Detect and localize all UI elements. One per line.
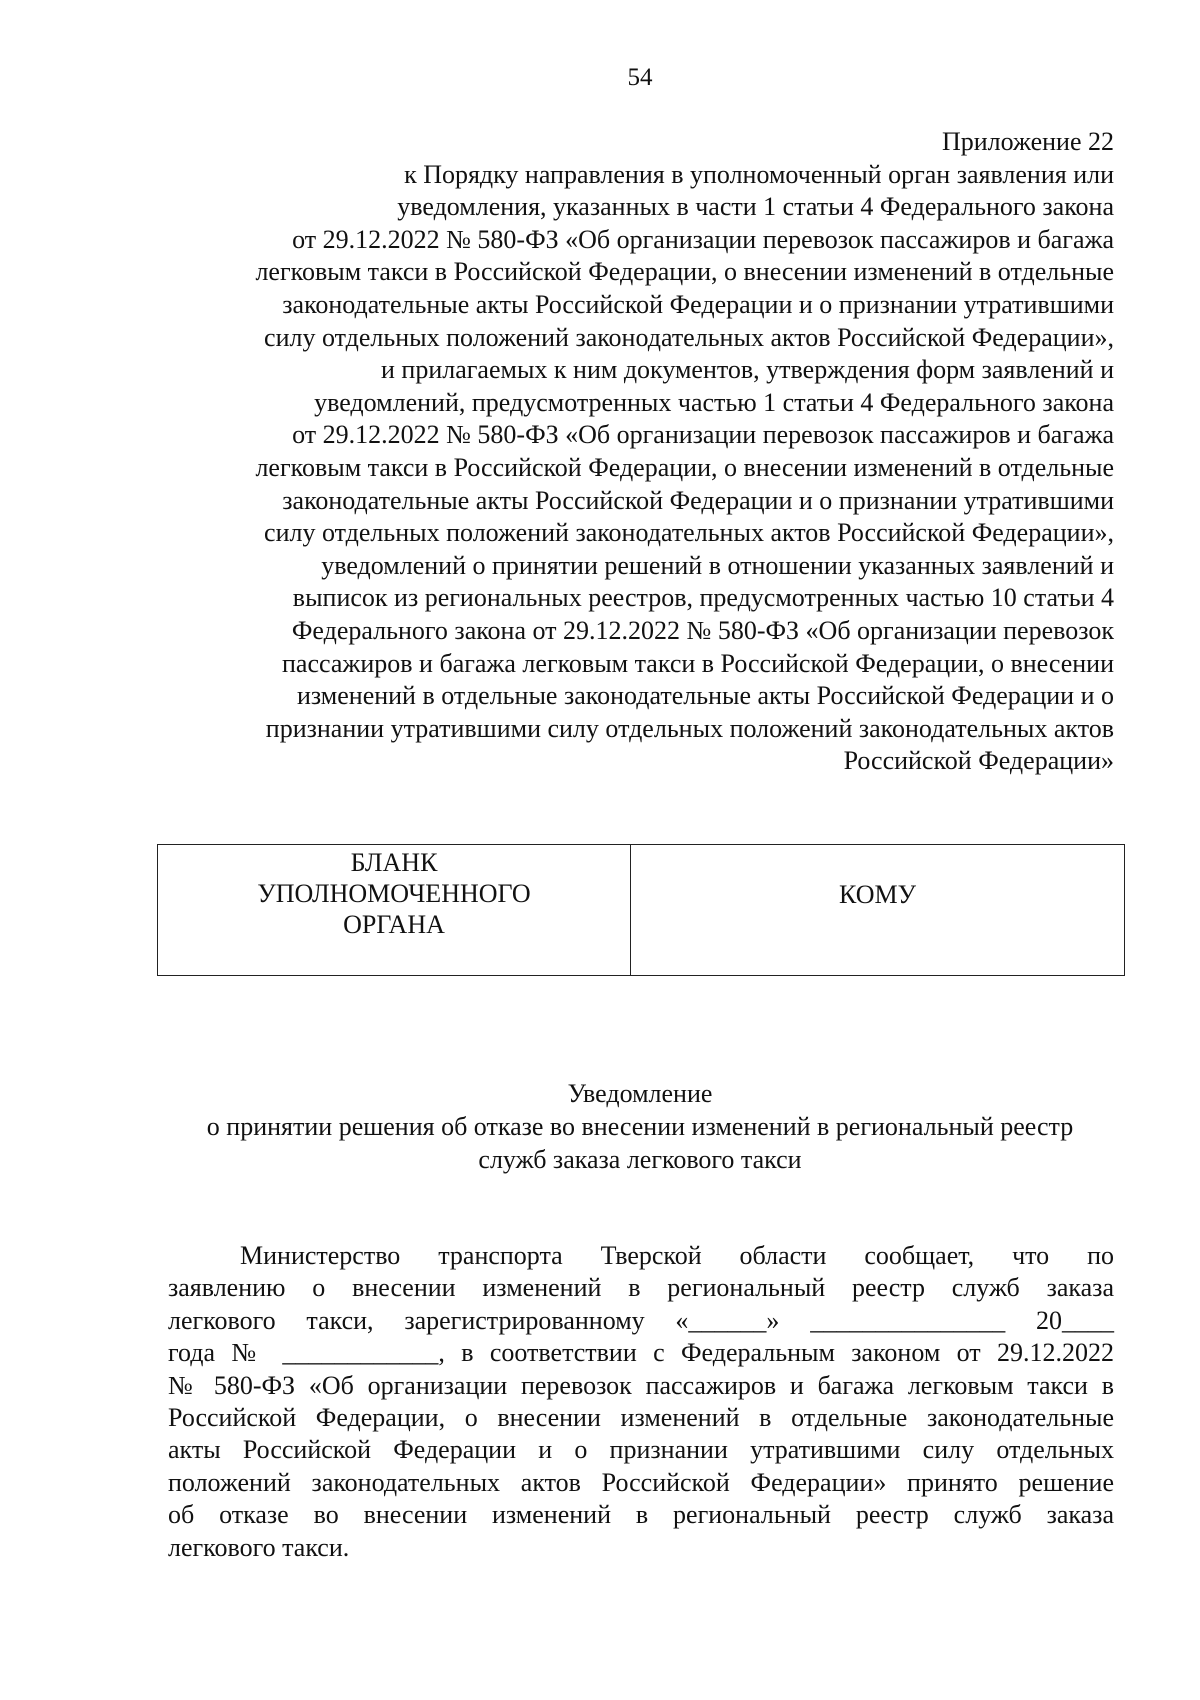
body-line: об отказе во внесении изменений в региональный реестр служб заказа xyxy=(168,1500,1114,1530)
notice-subtitle xyxy=(155,1110,1125,1176)
authority-blank-line: УПОЛНОМОЧЕННОГО xyxy=(257,879,531,908)
header-form-table xyxy=(157,844,1125,976)
appendix-line: признании утратившими силу отдельных положений законодательных актов xyxy=(265,713,1114,743)
authority-blank-line: ОРГАНА xyxy=(343,910,445,939)
appendix-line: изменений в отдельные законодательные акты Российской Федерации и о xyxy=(296,681,1114,711)
appendix-header xyxy=(160,126,1114,778)
appendix-line: легковым такси в Российской Федерации, о внесении изменений в отдельные xyxy=(255,257,1114,287)
appendix-line: Российской Федерации» xyxy=(843,746,1114,776)
authority-blank-line: БЛАНК xyxy=(350,848,438,877)
appendix-line: и прилагаемых к ним документов, утверждения форм заявлений и xyxy=(380,355,1114,385)
appendix-line: от 29.12.2022 № 580-ФЗ «Об организации перевозок пассажиров и багажа xyxy=(292,420,1114,450)
body-line: года № ____________, в соответствии с Федеральным законом от 29.12.2022 xyxy=(168,1338,1114,1368)
appendix-line: уведомления, указанных в части 1 статьи 4 Федерального закона xyxy=(397,192,1114,222)
notice-subtitle-line: служб заказа легкового такси xyxy=(478,1145,802,1174)
body-line: заявлению о внесении изменений в региональный реестр служб заказа xyxy=(168,1273,1114,1303)
body-line: акты Российской Федерации и о признании утратившими силу отдельных xyxy=(168,1435,1114,1465)
page-number: 54 xyxy=(627,64,653,91)
body-line: Российской Федерации, о внесении изменений в отдельные законодательные xyxy=(168,1403,1114,1433)
appendix-line: законодательные акты Российской Федерации и о признании утратившими xyxy=(282,289,1114,319)
appendix-line: Приложение 22 xyxy=(941,127,1114,156)
notice-subtitle-line: о принятии решения об отказе во внесении изменений в региональный реестр xyxy=(206,1112,1074,1141)
appendix-line: от 29.12.2022 № 580-ФЗ «Об организации перевозок пассажиров и багажа xyxy=(292,224,1114,254)
notice-title: Уведомление xyxy=(567,1079,713,1108)
body-line: легкового такси, зарегистрированному «______» _______________ 20____ xyxy=(168,1305,1114,1335)
appendix-line: силу отдельных положений законодательных актов Российской Федерации», xyxy=(264,518,1114,548)
appendix-line: легковым такси в Российской Федерации, о внесении изменений в отдельные xyxy=(255,452,1114,482)
appendix-line: силу отдельных положений законодательных актов Российской Федерации», xyxy=(264,322,1114,352)
recipient-cell xyxy=(631,845,1125,976)
appendix-line: уведомлений, предусмотренных частью 1 статьи 4 Федерального закона xyxy=(314,387,1114,417)
body-line: Министерство транспорта Тверской области сообщает, что по xyxy=(240,1241,1114,1270)
header-form-row xyxy=(158,845,1125,976)
appendix-line: пассажиров и багажа легковым такси в Российской Федерации, о внесении xyxy=(282,648,1114,678)
body-line: положений законодательных актов Российской Федерации» принято решение xyxy=(168,1467,1114,1497)
appendix-line: к Порядку направления в уполномоченный орган заявления или xyxy=(404,159,1114,189)
appendix-line: Федерального закона от 29.12.2022 № 580-ФЗ «Об организации перевозок xyxy=(291,615,1114,645)
appendix-line: уведомлений о принятии решений в отношении указанных заявлений и xyxy=(321,550,1114,580)
appendix-line: выписок из региональных реестров, предусмотренных частью 10 статьи 4 xyxy=(292,583,1114,613)
appendix-line: законодательные акты Российской Федерации и о признании утратившими xyxy=(282,485,1114,515)
recipient-label: КОМУ xyxy=(839,880,916,909)
body-line: легкового такси. xyxy=(168,1532,350,1562)
notice-body xyxy=(168,1240,1114,1564)
body-line: № 580-ФЗ «Об организации перевозок пассажиров и багажа легковым такси в xyxy=(168,1370,1114,1400)
authority-blank-cell xyxy=(158,845,631,976)
